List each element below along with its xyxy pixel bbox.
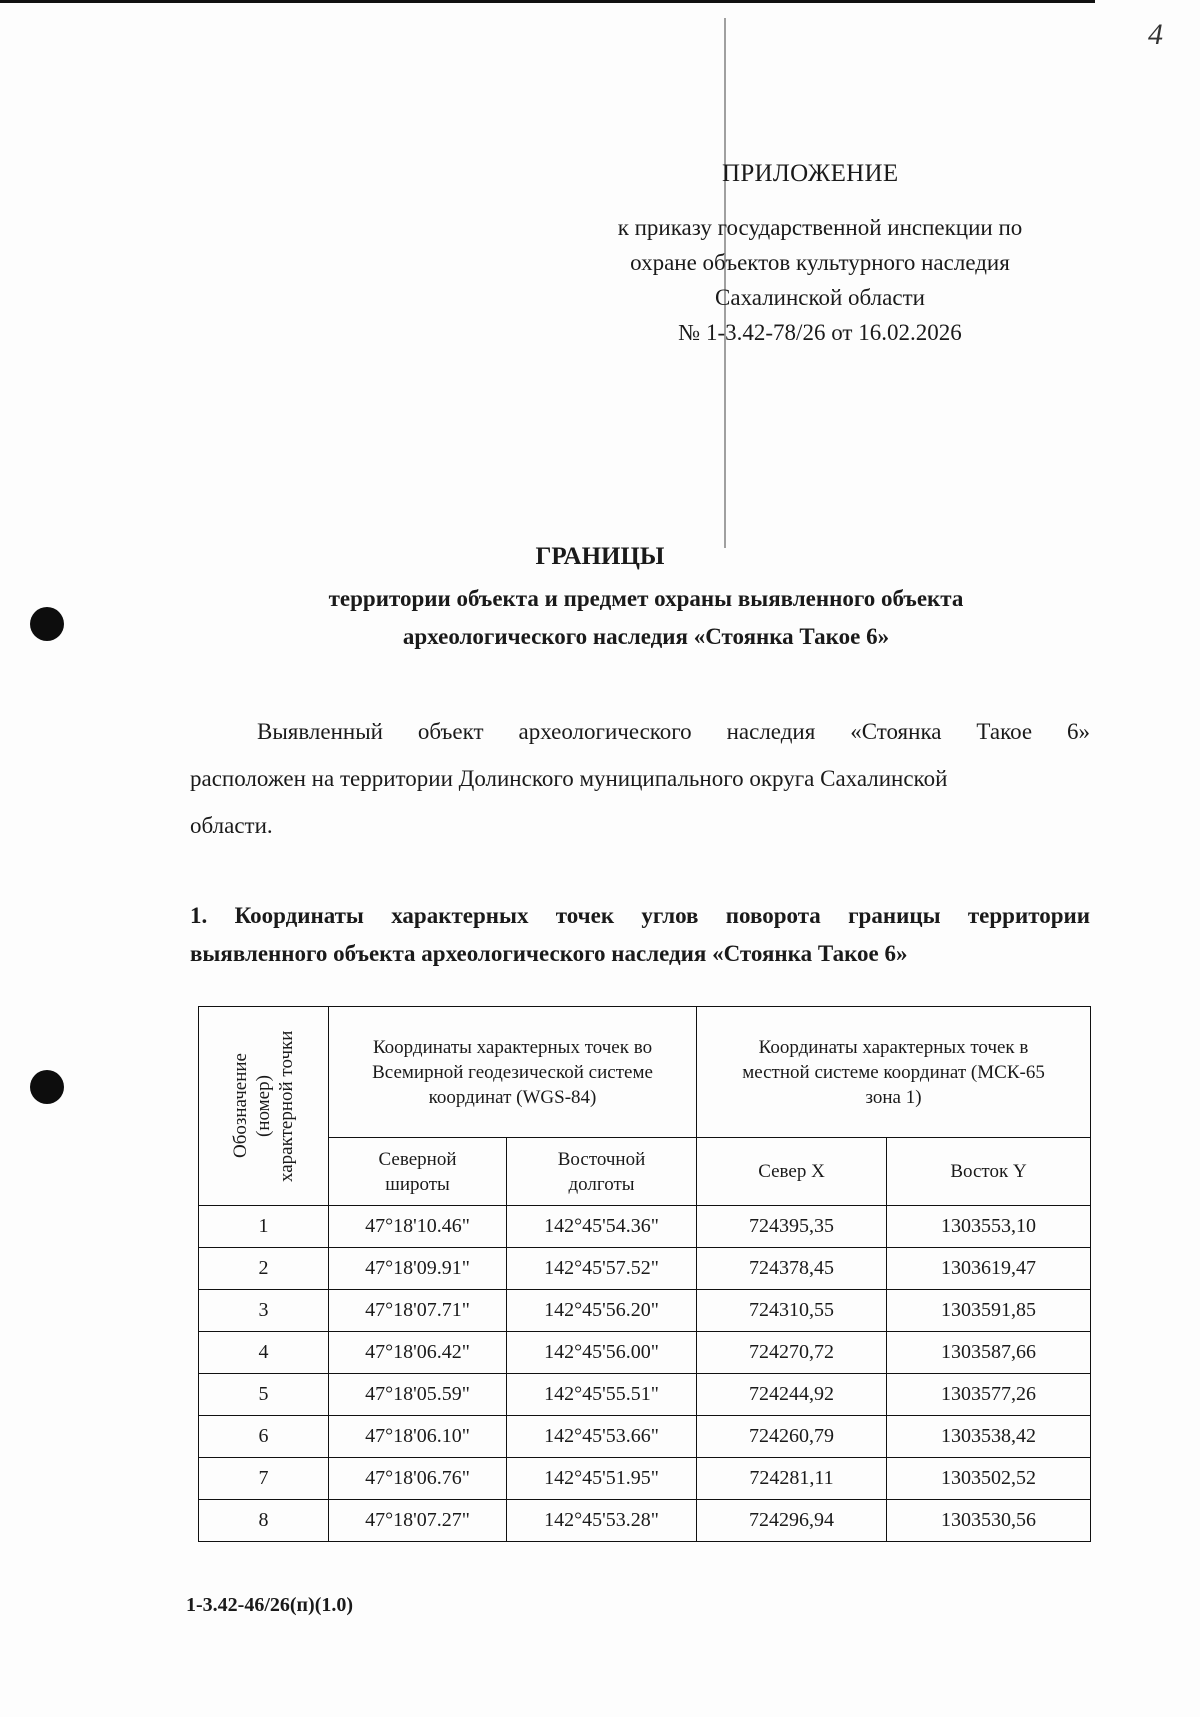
cell-latitude: 47°18'06.76": [329, 1458, 507, 1500]
cell-latitude: 47°18'06.42": [329, 1332, 507, 1374]
table-row: [199, 1248, 1091, 1290]
cell-latitude: 47°18'06.10": [329, 1416, 507, 1458]
cell-point: 8: [199, 1500, 329, 1542]
intro-line: расположен на территории Долинского муниципального округа Сахалинской: [190, 766, 948, 791]
cell-longitude: 142°45'56.00": [507, 1332, 697, 1374]
cell-latitude: 47°18'05.59": [329, 1374, 507, 1416]
cell-longitude: 142°45'55.51": [507, 1374, 697, 1416]
cell-point: 7: [199, 1458, 329, 1500]
cell-point: 4: [199, 1332, 329, 1374]
cell-longitude: 142°45'54.36": [507, 1206, 697, 1248]
cell-x: 724395,35: [697, 1206, 887, 1248]
intro-line: Выявленный объект археологического наследия «Стоянка Такое 6»: [257, 719, 1090, 744]
cell-x: 724378,45: [697, 1248, 887, 1290]
cell-latitude: 47°18'10.46": [329, 1206, 507, 1248]
cell-longitude: 142°45'53.28": [507, 1500, 697, 1542]
header-longitude: Восточной долготы: [507, 1138, 697, 1206]
coordinates-table: [198, 1006, 1091, 1542]
appendix-title: ПРИЛОЖЕНИЕ: [722, 160, 899, 187]
punch-hole: [30, 607, 64, 641]
section-heading-line: 1. Координаты характерных точек углов поворота границы территории: [190, 903, 1090, 928]
header-point-label: Обозначение (номер) характерной точки: [230, 1030, 297, 1182]
intro-paragraph: [190, 708, 1090, 849]
punch-hole: [30, 1070, 64, 1104]
cell-x: 724310,55: [697, 1290, 887, 1332]
appendix-line: № 1-3.42-78/26 от 16.02.2026: [678, 320, 962, 345]
appendix-reference: [550, 210, 1090, 350]
document-subtitle: [200, 580, 1092, 656]
table-row: [199, 1290, 1091, 1332]
table-row: [199, 1500, 1091, 1542]
scan-top-border: [0, 0, 1095, 3]
table-row: [199, 1206, 1091, 1248]
table-row: [199, 1416, 1091, 1458]
table-row: [199, 1374, 1091, 1416]
cell-x: 724260,79: [697, 1416, 887, 1458]
header-east-y: Восток Y: [887, 1138, 1091, 1206]
cell-y: 1303591,85: [887, 1290, 1091, 1332]
header-point-number: [199, 1007, 329, 1206]
section-heading-line: выявленного объекта археологического наследия «Стоянка Такое 6»: [190, 941, 908, 966]
cell-y: 1303538,42: [887, 1416, 1091, 1458]
section-heading: [190, 897, 1090, 973]
cell-point: 6: [199, 1416, 329, 1458]
document-title: ГРАНИЦЫ: [535, 543, 665, 570]
header-north-x: Север X: [697, 1138, 887, 1206]
cell-y: 1303577,26: [887, 1374, 1091, 1416]
cell-y: 1303619,47: [887, 1248, 1091, 1290]
cell-x: 724281,11: [697, 1458, 887, 1500]
page-number: 4: [1148, 18, 1163, 51]
cell-point: 5: [199, 1374, 329, 1416]
cell-x: 724270,72: [697, 1332, 887, 1374]
cell-latitude: 47°18'09.91": [329, 1248, 507, 1290]
cell-point: 3: [199, 1290, 329, 1332]
header-latitude: Северной широты: [329, 1138, 507, 1206]
table-row: [199, 1458, 1091, 1500]
appendix-line: охране объектов культурного наследия: [630, 250, 1010, 275]
cell-x: 724296,94: [697, 1500, 887, 1542]
cell-longitude: 142°45'53.66": [507, 1416, 697, 1458]
subtitle-line: археологического наследия «Стоянка Такое 6»: [402, 624, 890, 649]
cell-latitude: 47°18'07.71": [329, 1290, 507, 1332]
cell-longitude: 142°45'57.52": [507, 1248, 697, 1290]
header-msk65-group: Координаты характерных точек в местной системе координат (МСК-65 зона 1): [697, 1007, 1091, 1138]
cell-x: 724244,92: [697, 1374, 887, 1416]
cell-y: 1303530,56: [887, 1500, 1091, 1542]
cell-longitude: 142°45'51.95": [507, 1458, 697, 1500]
cell-y: 1303502,52: [887, 1458, 1091, 1500]
cell-longitude: 142°45'56.20": [507, 1290, 697, 1332]
cell-y: 1303553,10: [887, 1206, 1091, 1248]
cell-latitude: 47°18'07.27": [329, 1500, 507, 1542]
appendix-line: к приказу государственной инспекции по: [617, 215, 1023, 240]
header-wgs84-group: Координаты характерных точек во Всемирной геодезической системе координат (WGS-84): [329, 1007, 697, 1138]
table-row: [199, 1332, 1091, 1374]
intro-line: области.: [190, 813, 273, 838]
appendix-line: Сахалинской области: [715, 285, 925, 310]
cell-y: 1303587,66: [887, 1332, 1091, 1374]
subtitle-line: территории объекта и предмет охраны выявленного объекта: [328, 586, 964, 611]
document-code: 1-3.42-46/26(п)(1.0): [186, 1594, 354, 1616]
cell-point: 1: [199, 1206, 329, 1248]
cell-point: 2: [199, 1248, 329, 1290]
